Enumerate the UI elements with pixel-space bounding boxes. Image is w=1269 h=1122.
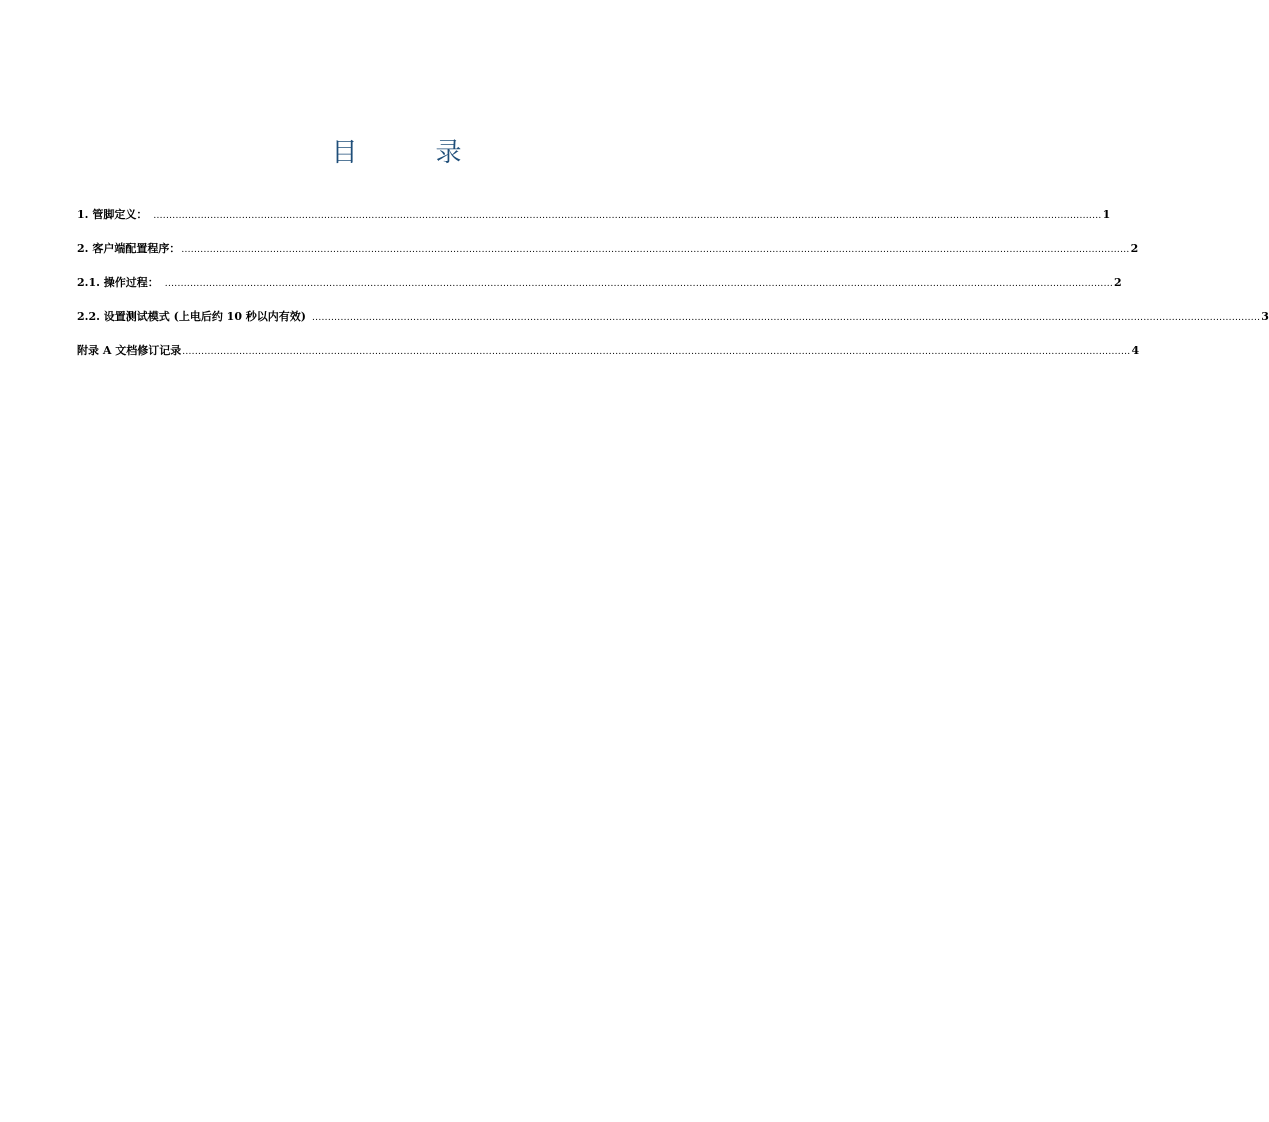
toc-entry-appendix-a[interactable] (77, 342, 1140, 376)
toc-entry-client-config[interactable] (77, 240, 1139, 274)
toc-entry-test-mode[interactable] (77, 308, 1269, 342)
toc-leader-dots: ............................................................................................................................................................................................................................................................................................................ (312, 313, 1261, 323)
toc-entry-label: 2.1. 操作过程： (77, 276, 159, 289)
toc-leader-dots: ............................................................................................................................................................................................................................................................................................................ (182, 347, 1131, 357)
toc-entry-page: 1 (1102, 208, 1111, 221)
toc-entry-label: 2. 客户端配置程序： (77, 242, 181, 255)
toc-entry-page: 3 (1261, 310, 1269, 323)
toc-leader-dots: ............................................................................................................................................................................................................................................................................................................ (164, 279, 1114, 289)
toc-entry-page: 4 (1131, 344, 1140, 357)
toc-leader-dots: ............................................................................................................................................................................................................................................................................................................ (153, 211, 1102, 221)
toc-entry-page: 2 (1130, 242, 1139, 255)
toc-leader-dots: ............................................................................................................................................................................................................................................................................................................ (181, 245, 1130, 255)
toc-entry-label: 1. 管脚定义： (77, 208, 148, 221)
toc-entry-label: 附录 A 文档修订记录 (77, 344, 182, 357)
toc-entry-pin-definition[interactable] (77, 206, 1111, 240)
toc-list (77, 206, 1269, 376)
toc-entry-label: 2.2. 设置测试模式 (上电后约 10 秒以内有效) (77, 310, 307, 323)
toc-title: 目 录 (331, 138, 488, 168)
toc-entry-page: 2 (1114, 276, 1122, 289)
toc-entry-operation-process[interactable] (77, 274, 1122, 308)
